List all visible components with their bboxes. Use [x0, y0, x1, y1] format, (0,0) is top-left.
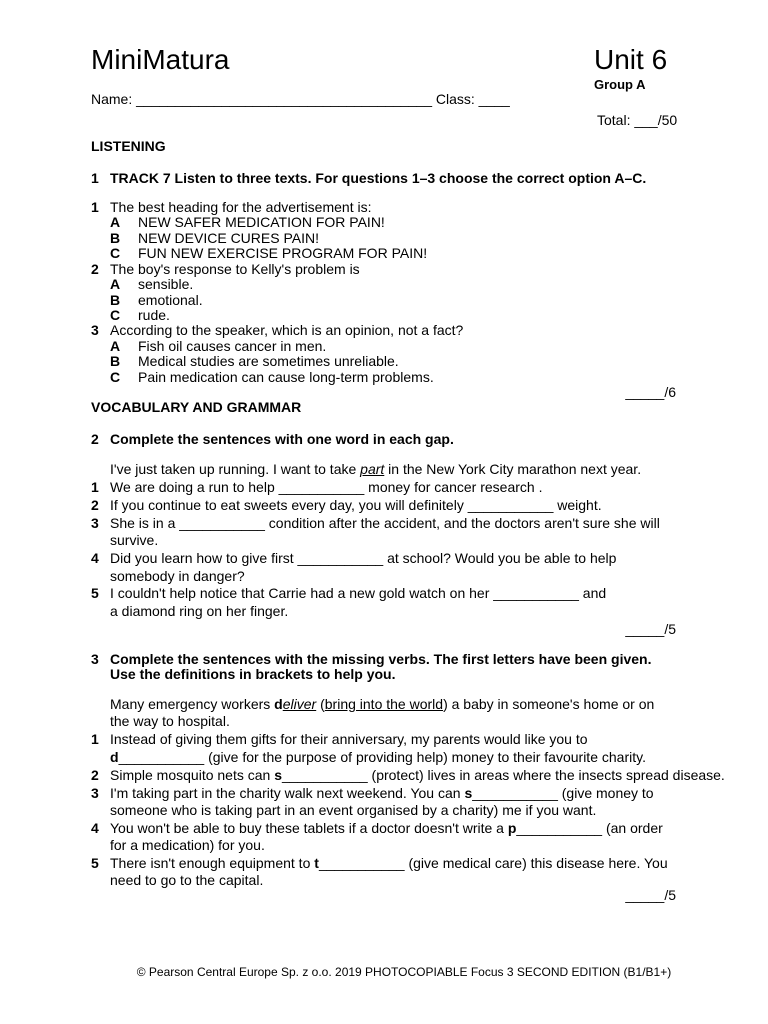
task-number: 2: [91, 431, 99, 447]
listening-heading: LISTENING: [91, 138, 166, 154]
option-letter: B: [110, 353, 121, 369]
option-letter: A: [110, 338, 121, 354]
item-number: 4: [91, 550, 99, 566]
task2-score: _____/5: [625, 621, 676, 637]
item-text: for a medication) for you.: [110, 837, 265, 853]
example-answer: part: [360, 461, 385, 477]
item-number: 2: [91, 767, 99, 783]
name-class-line: Name: ______________________________________ Class: ____: [91, 91, 510, 107]
item-text: You won't be able to buy these tablets if a doctor doesn't write a p___________ (an order: [110, 820, 663, 836]
option-text: emotional.: [138, 292, 203, 308]
item-text: If you continue to eat sweets every day, you will definitely ___________ weight.: [110, 497, 602, 513]
option-letter: C: [110, 369, 121, 385]
question-text: According to the speaker, which is an opinion, not a fact?: [110, 322, 464, 338]
example-sentence: Many emergency workers deliver (bring into the world) a baby in someone's home or on: [110, 696, 655, 712]
item-text: I couldn't help notice that Carrie had a new gold watch on her ___________ and: [110, 585, 607, 601]
vocab-heading: VOCABULARY AND GRAMMAR: [91, 399, 302, 415]
item-text: a diamond ring on her finger.: [110, 603, 289, 619]
item-text: She is in a ___________ condition after the accident, and the doctors aren't sure she will: [110, 515, 660, 531]
option-text: Medical studies are sometimes unreliable.: [138, 353, 399, 369]
item-number: 3: [91, 515, 99, 531]
item-number: 1: [91, 731, 99, 747]
item-text: Did you learn how to give first ___________ at school? Would you be able to help: [110, 550, 617, 566]
example-sentence: I've just taken up running. I want to take part in the New York City marathon next year.: [110, 461, 642, 477]
item-number: 2: [91, 497, 99, 513]
task-number: 3: [91, 651, 99, 667]
item-text: survive.: [110, 532, 159, 548]
listening-score: _____/6: [625, 384, 676, 400]
item-text: There isn't enough equipment to t___________ (give medical care) this disease here. You: [110, 855, 668, 871]
group-label: Group A: [594, 77, 646, 92]
option-letter: B: [110, 292, 121, 308]
question-text: The boy's response to Kelly's problem is: [110, 261, 360, 277]
item-text: somebody in danger?: [110, 568, 245, 584]
page-title: MiniMatura: [91, 44, 230, 75]
option-text: rude.: [138, 307, 170, 323]
option-letter: B: [110, 230, 121, 246]
option-letter: C: [110, 245, 121, 261]
task-instruction: Use the definitions in brackets to help you.: [110, 666, 396, 682]
question-text: The best heading for the advertisement is:: [110, 199, 372, 215]
task3-score: _____/5: [625, 887, 676, 903]
option-text: sensible.: [138, 276, 194, 292]
option-text: Pain medication can cause long-term problems.: [138, 369, 434, 385]
item-text: need to go to the capital.: [110, 872, 264, 888]
item-text: Instead of giving them gifts for their anniversary, my parents would like you to: [110, 731, 588, 747]
item-text: I'm taking part in the charity walk next weekend. You can s___________ (give money to: [110, 785, 654, 801]
task-instruction: Complete the sentences with one word in each gap.: [110, 431, 454, 447]
option-text: NEW DEVICE CURES PAIN!: [138, 230, 319, 246]
example-sentence: the way to hospital.: [110, 713, 230, 729]
option-letter: C: [110, 307, 121, 323]
task-instruction: TRACK 7 Listen to three texts. For questions 1–3 choose the correct option A–C.: [110, 170, 647, 186]
option-letter: A: [110, 276, 121, 292]
option-text: NEW SAFER MEDICATION FOR PAIN!: [138, 214, 385, 230]
item-number: 5: [91, 585, 99, 601]
task-instruction: Complete the sentences with the missing verbs. The first letters have been given.: [110, 651, 652, 667]
item-number: 3: [91, 785, 99, 801]
option-letter: A: [110, 214, 121, 230]
question-number: 3: [91, 322, 99, 338]
item-text: someone who is taking part in an event organised by a charity) me if you want.: [110, 802, 597, 818]
question-number: 1: [91, 199, 99, 215]
unit-label: Unit 6: [594, 44, 668, 75]
page-footer: © Pearson Central Europe Sp. z o.o. 2019 PHOTOCOPIABLE Focus 3 SECOND EDITION (B1/B1+): [136, 965, 672, 979]
task-number: 1: [91, 170, 99, 186]
item-text: We are doing a run to help ___________ money for cancer research .: [110, 479, 543, 495]
item-number: 1: [91, 479, 99, 495]
item-number: 5: [91, 855, 99, 871]
total-score: Total: ___/50: [597, 112, 678, 128]
item-text: Simple mosquito nets can s___________ (protect) lives in areas where the insects spread disease.: [110, 767, 725, 783]
option-text: FUN NEW EXERCISE PROGRAM FOR PAIN!: [138, 245, 428, 261]
option-text: Fish oil causes cancer in men.: [138, 338, 327, 354]
item-number: 4: [91, 820, 99, 836]
question-number: 2: [91, 261, 99, 277]
item-text: d___________ (give for the purpose of providing help) money to their favourite charity.: [110, 749, 646, 765]
